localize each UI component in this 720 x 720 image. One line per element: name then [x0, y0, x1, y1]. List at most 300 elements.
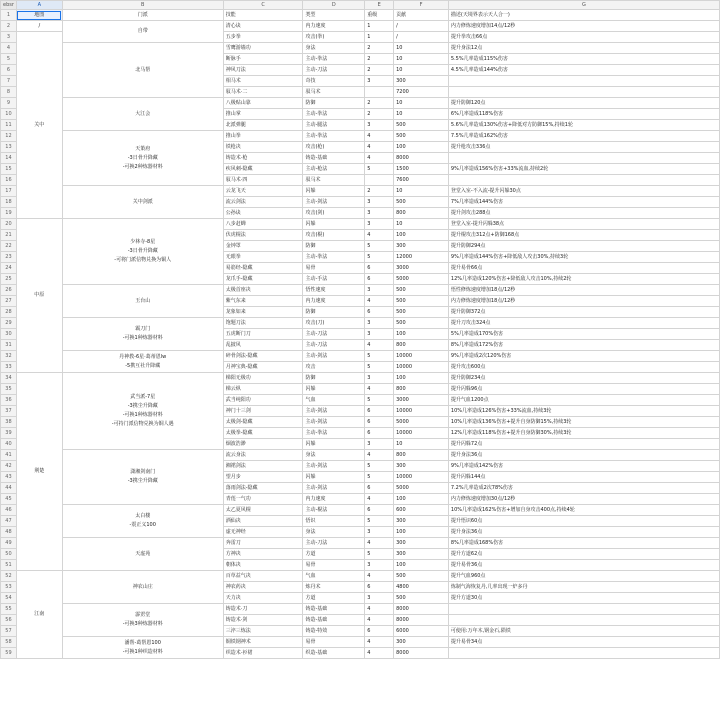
level-cell[interactable]: 5: [365, 252, 394, 263]
row-number[interactable]: 5: [1, 54, 17, 65]
row-number[interactable]: 17: [1, 186, 17, 197]
level-cell[interactable]: 4: [365, 637, 394, 648]
type-cell[interactable]: 铸造-基础: [303, 604, 365, 615]
level-cell[interactable]: 3: [365, 120, 394, 131]
select-all-corner[interactable]: ebsr: [1, 1, 17, 10]
level-cell[interactable]: 6: [365, 483, 394, 494]
description-cell[interactable]: 可使用:万年木,钢金石,陨铁: [448, 626, 719, 637]
type-cell[interactable]: 主动-腿法: [303, 120, 365, 131]
contribution-cell[interactable]: 10: [394, 439, 449, 450]
type-cell[interactable]: 主动-剑法: [303, 351, 365, 362]
description-cell[interactable]: 提升气血1200点: [448, 395, 719, 406]
contribution-cell[interactable]: 300: [394, 461, 449, 472]
level-cell[interactable]: 4: [365, 648, 394, 659]
level-cell[interactable]: 1: [365, 32, 394, 43]
description-cell[interactable]: 悟性修炼速度增加18点/12秒: [448, 285, 719, 296]
sect-cell[interactable]: 天策府 -3日骨升降藏 -可换2种炼器材料: [62, 131, 223, 186]
level-cell[interactable]: 4: [365, 153, 394, 164]
contribution-cell[interactable]: 500: [394, 307, 449, 318]
level-cell[interactable]: 4: [365, 494, 394, 505]
type-cell[interactable]: 主动-手法: [303, 274, 365, 285]
type-cell[interactable]: 主动-刀法: [303, 65, 365, 76]
skill-cell[interactable]: 三淬三炼法: [223, 626, 303, 637]
contribution-cell[interactable]: 8000: [394, 604, 449, 615]
row-number[interactable]: 39: [1, 428, 17, 439]
level-cell[interactable]: 3: [365, 285, 394, 296]
description-cell[interactable]: 提升棍攻击312点+防御168点: [448, 230, 719, 241]
row-number[interactable]: 25: [1, 274, 17, 285]
description-cell[interactable]: 8%几率造成168%伤害: [448, 538, 719, 549]
row-number[interactable]: 11: [1, 120, 17, 131]
row-number[interactable]: 8: [1, 87, 17, 98]
contribution-cell[interactable]: 10: [394, 98, 449, 109]
skill-cell[interactable]: 酒仙决: [223, 516, 303, 527]
header-cell[interactable]: 贡献: [394, 10, 449, 21]
description-cell[interactable]: 9%几率造成144%伤害+降低敌人攻击30%,持续3轮: [448, 252, 719, 263]
skill-cell[interactable]: 驭马术·四: [223, 175, 303, 186]
skill-cell[interactable]: 断脉手: [223, 54, 303, 65]
header-cell[interactable]: 重级: [365, 10, 394, 21]
skill-cell[interactable]: 龙象如来: [223, 307, 303, 318]
skill-cell[interactable]: 神农药决: [223, 582, 303, 593]
level-cell[interactable]: 5: [365, 472, 394, 483]
contribution-cell[interactable]: 500: [394, 131, 449, 142]
contribution-cell[interactable]: 10: [394, 109, 449, 120]
row-number[interactable]: 43: [1, 472, 17, 483]
row-number[interactable]: 40: [1, 439, 17, 450]
description-cell[interactable]: 提升身法36点: [448, 527, 719, 538]
type-cell[interactable]: 防御: [303, 307, 365, 318]
contribution-cell[interactable]: 10000: [394, 472, 449, 483]
description-cell[interactable]: 登堂入室-不入流-提升闪躲30点: [448, 186, 719, 197]
level-cell[interactable]: 2: [365, 109, 394, 120]
description-cell[interactable]: 炼制气海恢复丹,几率出现一炉多丹: [448, 582, 719, 593]
type-cell[interactable]: 主动-枪法: [303, 164, 365, 175]
level-cell[interactable]: 5: [365, 362, 394, 373]
description-cell[interactable]: 提升悟识60点: [448, 516, 719, 527]
row-number[interactable]: 28: [1, 307, 17, 318]
skill-cell[interactable]: 乱披风: [223, 340, 303, 351]
type-cell[interactable]: 铸造-基础: [303, 615, 365, 626]
region-cell[interactable]: 关中: [16, 32, 62, 219]
skill-cell[interactable]: 铁枪决: [223, 142, 303, 153]
row-number[interactable]: 37: [1, 406, 17, 417]
row-number[interactable]: 55: [1, 604, 17, 615]
contribution-cell[interactable]: 5000: [394, 274, 449, 285]
sect-cell[interactable]: 神农山庄: [62, 571, 223, 604]
row-number[interactable]: 59: [1, 648, 17, 659]
row-number[interactable]: 49: [1, 538, 17, 549]
skill-cell[interactable]: 天力决: [223, 593, 303, 604]
column-header-b[interactable]: B: [62, 1, 223, 10]
row-number[interactable]: 20: [1, 219, 17, 230]
skill-cell[interactable]: 太乙夏风棍: [223, 505, 303, 516]
level-cell[interactable]: 6: [365, 307, 394, 318]
skill-cell[interactable]: 驭马术·二: [223, 87, 303, 98]
description-cell[interactable]: 10%几率造成126%伤害+33%流血,持续3轮: [448, 406, 719, 417]
contribution-cell[interactable]: 10000: [394, 428, 449, 439]
contribution-cell[interactable]: 100: [394, 527, 449, 538]
contribution-cell[interactable]: 800: [394, 340, 449, 351]
contribution-cell[interactable]: 100: [394, 560, 449, 571]
description-cell[interactable]: 提升身法36点: [448, 450, 719, 461]
type-cell[interactable]: 闪躲: [303, 439, 365, 450]
row-number[interactable]: 31: [1, 340, 17, 351]
row-number[interactable]: 38: [1, 417, 17, 428]
description-cell[interactable]: 9%几率造成156%伤害+33%流血,持续2轮: [448, 164, 719, 175]
description-cell[interactable]: 提升攻击600点: [448, 362, 719, 373]
description-cell[interactable]: 7.5%几率造成162%伤害: [448, 131, 719, 142]
contribution-cell[interactable]: 500: [394, 593, 449, 604]
level-cell[interactable]: 4: [365, 131, 394, 142]
description-cell[interactable]: 10%几率造成136%伤害+提升自身防御15%,持续3轮: [448, 417, 719, 428]
description-cell[interactable]: 5.6%几率造成130%伤害+降低对方防御15%,持续1轮: [448, 120, 719, 131]
type-cell[interactable]: 主动-棍法: [303, 505, 365, 516]
skill-cell[interactable]: 落雨剑法-隐藏: [223, 483, 303, 494]
type-cell[interactable]: 易骨: [303, 263, 365, 274]
type-cell[interactable]: 方道: [303, 593, 365, 604]
type-cell[interactable]: 奇技: [303, 76, 365, 87]
description-cell[interactable]: 提升方道62点: [448, 549, 719, 560]
type-cell[interactable]: 主动-拳法: [303, 54, 365, 65]
sect-cell[interactable]: 玉台山: [62, 285, 223, 318]
contribution-cell[interactable]: 7200: [394, 87, 449, 98]
row-number[interactable]: 22: [1, 241, 17, 252]
row-number[interactable]: 2: [1, 21, 17, 32]
column-header-d[interactable]: D: [303, 1, 365, 10]
contribution-cell[interactable]: 4800: [394, 582, 449, 593]
level-cell[interactable]: 4: [365, 296, 394, 307]
type-cell[interactable]: 方道: [303, 549, 365, 560]
skill-cell[interactable]: 龙爪手-隐藏: [223, 274, 303, 285]
description-cell[interactable]: 登堂入室-提升闪躲38点: [448, 219, 719, 230]
level-cell[interactable]: 4: [365, 604, 394, 615]
description-cell[interactable]: 提升拳攻击66点: [448, 32, 719, 43]
sect-cell[interactable]: 霸刀门 -可换1种炼器材料: [62, 318, 223, 351]
type-cell[interactable]: 内力速度: [303, 494, 365, 505]
type-cell[interactable]: 铸造-特效: [303, 626, 365, 637]
contribution-cell[interactable]: 300: [394, 637, 449, 648]
row-number[interactable]: 56: [1, 615, 17, 626]
contribution-cell[interactable]: 500: [394, 285, 449, 296]
skill-cell[interactable]: 雪鹰游墙功: [223, 43, 303, 54]
level-cell[interactable]: 4: [365, 615, 394, 626]
skill-cell[interactable]: 金钟罩: [223, 241, 303, 252]
row-number[interactable]: 3: [1, 32, 17, 43]
type-cell[interactable]: 主动-拳法: [303, 131, 365, 142]
level-cell[interactable]: 4: [365, 230, 394, 241]
level-cell[interactable]: 5: [365, 395, 394, 406]
row-number[interactable]: 7: [1, 76, 17, 87]
row-number[interactable]: 26: [1, 285, 17, 296]
type-cell[interactable]: 闪躲: [303, 472, 365, 483]
level-cell[interactable]: 5: [365, 241, 394, 252]
skill-cell[interactable]: 朝体决: [223, 560, 303, 571]
description-cell[interactable]: 提升闪躲96点: [448, 384, 719, 395]
sect-cell[interactable]: 少林寺-8星 -3日骨升降藏 -可将门派信物兑换为铜人: [62, 219, 223, 285]
level-cell[interactable]: 6: [365, 626, 394, 637]
level-cell[interactable]: 6: [365, 428, 394, 439]
row-number[interactable]: 34: [1, 373, 17, 384]
description-cell[interactable]: 9%几率造成142%伤害: [448, 461, 719, 472]
level-cell[interactable]: 6: [365, 505, 394, 516]
contribution-cell[interactable]: 3000: [394, 395, 449, 406]
contribution-cell[interactable]: 10000: [394, 351, 449, 362]
description-cell[interactable]: 提升防御234点: [448, 373, 719, 384]
skill-cell[interactable]: 疾风刺-隐藏: [223, 164, 303, 175]
level-cell[interactable]: 2: [365, 65, 394, 76]
sect-cell[interactable]: 关中剑派: [62, 186, 223, 219]
row-number[interactable]: 15: [1, 164, 17, 175]
skill-cell[interactable]: 易筋经-隐藏: [223, 263, 303, 274]
skill-cell[interactable]: 无眼拳: [223, 252, 303, 263]
description-cell[interactable]: 9%几率造成2次120%伤害: [448, 351, 719, 362]
contribution-cell[interactable]: 5000: [394, 417, 449, 428]
skill-cell[interactable]: 方神决: [223, 549, 303, 560]
level-cell[interactable]: 5: [365, 164, 394, 175]
type-cell[interactable]: 主动-刀法: [303, 340, 365, 351]
type-cell[interactable]: 织造-基础: [303, 648, 365, 659]
contribution-cell[interactable]: 10000: [394, 362, 449, 373]
contribution-cell[interactable]: 7600: [394, 175, 449, 186]
level-cell[interactable]: 6: [365, 406, 394, 417]
row-number[interactable]: 32: [1, 351, 17, 362]
column-header-e[interactable]: E: [365, 1, 394, 10]
description-cell[interactable]: 5%几率造成170%伤害: [448, 329, 719, 340]
row-number[interactable]: 36: [1, 395, 17, 406]
contribution-cell[interactable]: 600: [394, 505, 449, 516]
sect-cell[interactable]: 丹神教-6星·葛蒂恩lw -5携互社升降藏: [62, 351, 223, 373]
type-cell[interactable]: 驭马术: [303, 175, 365, 186]
skill-cell[interactable]: 烟波浩渺: [223, 439, 303, 450]
contribution-cell[interactable]: 10: [394, 54, 449, 65]
level-cell[interactable]: 4: [365, 340, 394, 351]
description-cell[interactable]: [448, 87, 719, 98]
type-cell[interactable]: 攻击(刀): [303, 318, 365, 329]
skill-cell[interactable]: 推山拳: [223, 131, 303, 142]
sect-cell[interactable]: 武当派-7星 -3携尘升降藏 -可换1种炼器材料 -可持门派信物兑换为铜人遇: [62, 373, 223, 450]
level-cell[interactable]: 2: [365, 186, 394, 197]
type-cell[interactable]: 攻击(枪): [303, 142, 365, 153]
region-cell[interactable]: 江南: [16, 571, 62, 659]
description-cell[interactable]: 提升刀攻击324点: [448, 318, 719, 329]
level-cell[interactable]: 3: [365, 593, 394, 604]
skill-cell[interactable]: 织造术·衫裙: [223, 648, 303, 659]
skill-cell[interactable]: 五步拳: [223, 32, 303, 43]
type-cell[interactable]: 攻击(拳): [303, 32, 365, 43]
sect-cell[interactable]: 大江会: [62, 98, 223, 131]
level-cell[interactable]: 3: [365, 329, 394, 340]
column-header-f[interactable]: F: [394, 1, 449, 10]
skill-cell[interactable]: 月神宝典-隐藏: [223, 362, 303, 373]
row-number[interactable]: 16: [1, 175, 17, 186]
type-cell[interactable]: 闪躲: [303, 384, 365, 395]
description-cell[interactable]: 提升闪躲144点: [448, 472, 719, 483]
description-cell[interactable]: 4.5%几率造成144%伤害: [448, 65, 719, 76]
contribution-cell[interactable]: 8000: [394, 648, 449, 659]
skill-cell[interactable]: 武当纯阳功: [223, 395, 303, 406]
row-number[interactable]: 14: [1, 153, 17, 164]
description-cell[interactable]: 提升枪攻击336点: [448, 142, 719, 153]
contribution-cell[interactable]: 1500: [394, 164, 449, 175]
skill-cell[interactable]: 百草益气决: [223, 571, 303, 582]
skill-cell[interactable]: 伏虎棍法: [223, 230, 303, 241]
level-cell[interactable]: 3: [365, 560, 394, 571]
contribution-cell[interactable]: 8000: [394, 615, 449, 626]
type-cell[interactable]: 气血: [303, 571, 365, 582]
type-cell[interactable]: 主动-刀法: [303, 538, 365, 549]
level-cell[interactable]: 4: [365, 384, 394, 395]
type-cell[interactable]: 攻击(棍): [303, 230, 365, 241]
contribution-cell[interactable]: /: [394, 32, 449, 43]
contribution-cell[interactable]: 500: [394, 197, 449, 208]
skill-cell[interactable]: 望月步: [223, 472, 303, 483]
description-cell[interactable]: 提升闪躲72点: [448, 439, 719, 450]
level-cell[interactable]: 2: [365, 54, 394, 65]
type-cell[interactable]: 主动-刀法: [303, 329, 365, 340]
description-cell[interactable]: 12%几率造成120%伤害+降低敌人攻击10%,持续2轮: [448, 274, 719, 285]
level-cell[interactable]: 3: [365, 219, 394, 230]
row-number[interactable]: 30: [1, 329, 17, 340]
level-cell[interactable]: 3: [365, 208, 394, 219]
row-number[interactable]: 52: [1, 571, 17, 582]
contribution-cell[interactable]: 10: [394, 186, 449, 197]
skill-cell[interactable]: 碎骨剑法-隐藏: [223, 351, 303, 362]
sect-cell[interactable]: 潘帮-葛帮恩100 -可换1种织造材料: [62, 637, 223, 659]
type-cell[interactable]: 内力速度: [303, 21, 365, 32]
type-cell[interactable]: 铸造-基础: [303, 153, 365, 164]
sect-cell[interactable]: 北马帮: [62, 43, 223, 98]
skill-cell[interactable]: 铸造术·枪: [223, 153, 303, 164]
contribution-cell[interactable]: /: [394, 21, 449, 32]
skill-cell[interactable]: 铸造术·剑: [223, 615, 303, 626]
level-cell[interactable]: 3: [365, 76, 394, 87]
row-number[interactable]: 27: [1, 296, 17, 307]
contribution-cell[interactable]: 500: [394, 571, 449, 582]
description-cell[interactable]: 提升防御294点: [448, 241, 719, 252]
description-cell[interactable]: 提升易骨66点: [448, 263, 719, 274]
row-number[interactable]: 21: [1, 230, 17, 241]
sect-cell[interactable]: 太白楼 -震正义100: [62, 505, 223, 538]
description-cell[interactable]: 提升易骨34点: [448, 637, 719, 648]
skill-cell[interactable]: 饱题刀法: [223, 318, 303, 329]
region-cell[interactable]: 中原: [16, 219, 62, 373]
contribution-cell[interactable]: 300: [394, 241, 449, 252]
description-cell[interactable]: 提升防御372点: [448, 307, 719, 318]
level-cell[interactable]: 5: [365, 351, 394, 362]
skill-cell[interactable]: 紫气东来: [223, 296, 303, 307]
level-cell[interactable]: 3: [365, 527, 394, 538]
row-number[interactable]: 29: [1, 318, 17, 329]
row-number[interactable]: 53: [1, 582, 17, 593]
type-cell[interactable]: 主动-剑法: [303, 461, 365, 472]
description-cell[interactable]: [448, 648, 719, 659]
contribution-cell[interactable]: 500: [394, 296, 449, 307]
skill-cell[interactable]: 公孙诀: [223, 208, 303, 219]
row-number[interactable]: 44: [1, 483, 17, 494]
description-cell[interactable]: 内力修炼速度增加18点/12秒: [448, 296, 719, 307]
skill-cell[interactable]: 虚无神经: [223, 527, 303, 538]
type-cell[interactable]: 身法: [303, 527, 365, 538]
type-cell[interactable]: 防御: [303, 98, 365, 109]
skill-cell[interactable]: 太极首座决: [223, 285, 303, 296]
type-cell[interactable]: 攻击(剑): [303, 208, 365, 219]
description-cell[interactable]: 12%几率造成118%伤害+提升自身防御30%,持续3轮: [448, 428, 719, 439]
description-cell[interactable]: [448, 615, 719, 626]
level-cell[interactable]: 5: [365, 516, 394, 527]
skill-cell[interactable]: 梯云纵: [223, 384, 303, 395]
type-cell[interactable]: 主动-剑法: [303, 406, 365, 417]
description-cell[interactable]: [448, 76, 719, 87]
contribution-cell[interactable]: 5000: [394, 483, 449, 494]
skill-cell[interactable]: 清心诀: [223, 21, 303, 32]
level-cell[interactable]: 4: [365, 538, 394, 549]
contribution-cell[interactable]: 10: [394, 219, 449, 230]
column-header-a[interactable]: A: [16, 1, 62, 10]
description-cell[interactable]: 8%几率造成172%伤害: [448, 340, 719, 351]
description-cell[interactable]: 7%几率造成144%伤害: [448, 197, 719, 208]
header-cell[interactable]: 地图: [16, 10, 62, 21]
level-cell[interactable]: 3: [365, 439, 394, 450]
level-cell[interactable]: 2: [365, 98, 394, 109]
contribution-cell[interactable]: 300: [394, 549, 449, 560]
contribution-cell[interactable]: 300: [394, 516, 449, 527]
skill-cell[interactable]: 流云剑法: [223, 197, 303, 208]
row-number[interactable]: 18: [1, 197, 17, 208]
level-cell[interactable]: 3: [365, 197, 394, 208]
contribution-cell[interactable]: 800: [394, 208, 449, 219]
type-cell[interactable]: 易骨: [303, 560, 365, 571]
level-cell[interactable]: 4: [365, 450, 394, 461]
skill-cell[interactable]: 八步赶蝉: [223, 219, 303, 230]
level-cell[interactable]: 3: [365, 373, 394, 384]
row-number[interactable]: 50: [1, 549, 17, 560]
type-cell[interactable]: 气血: [303, 395, 365, 406]
row-number[interactable]: 10: [1, 109, 17, 120]
contribution-cell[interactable]: 3000: [394, 263, 449, 274]
description-cell[interactable]: 内力修炼速度增加30点/12秒: [448, 494, 719, 505]
row-number[interactable]: 54: [1, 593, 17, 604]
row-number[interactable]: 23: [1, 252, 17, 263]
type-cell[interactable]: 悟识: [303, 516, 365, 527]
type-cell[interactable]: 驭马术: [303, 87, 365, 98]
type-cell[interactable]: 炼丹术: [303, 582, 365, 593]
type-cell[interactable]: 闪躲: [303, 219, 365, 230]
sect-cell[interactable]: 潇湘剑南门 -3携尘升降藏: [62, 450, 223, 505]
description-cell[interactable]: [448, 175, 719, 186]
contribution-cell[interactable]: 100: [394, 142, 449, 153]
row-number[interactable]: 35: [1, 384, 17, 395]
skill-cell[interactable]: 铸造术·刀: [223, 604, 303, 615]
skill-cell[interactable]: 相马术: [223, 76, 303, 87]
level-cell[interactable]: 1: [365, 21, 394, 32]
skill-cell[interactable]: 五虎断门刀: [223, 329, 303, 340]
type-cell[interactable]: 闪躲: [303, 186, 365, 197]
contribution-cell[interactable]: 300: [394, 76, 449, 87]
row-number[interactable]: 33: [1, 362, 17, 373]
contribution-cell[interactable]: 100: [394, 329, 449, 340]
description-cell[interactable]: [448, 153, 719, 164]
contribution-cell[interactable]: 10: [394, 65, 449, 76]
level-cell[interactable]: 5: [365, 549, 394, 560]
level-cell[interactable]: 6: [365, 263, 394, 274]
row-number[interactable]: 1: [1, 10, 17, 21]
skill-cell[interactable]: 北派弹腿: [223, 120, 303, 131]
sect-cell[interactable]: 天虚苑: [62, 538, 223, 571]
contribution-cell[interactable]: 100: [394, 373, 449, 384]
row-number[interactable]: 58: [1, 637, 17, 648]
sect-cell[interactable]: 霹雳堂 -可换3种炼器材料: [62, 604, 223, 637]
